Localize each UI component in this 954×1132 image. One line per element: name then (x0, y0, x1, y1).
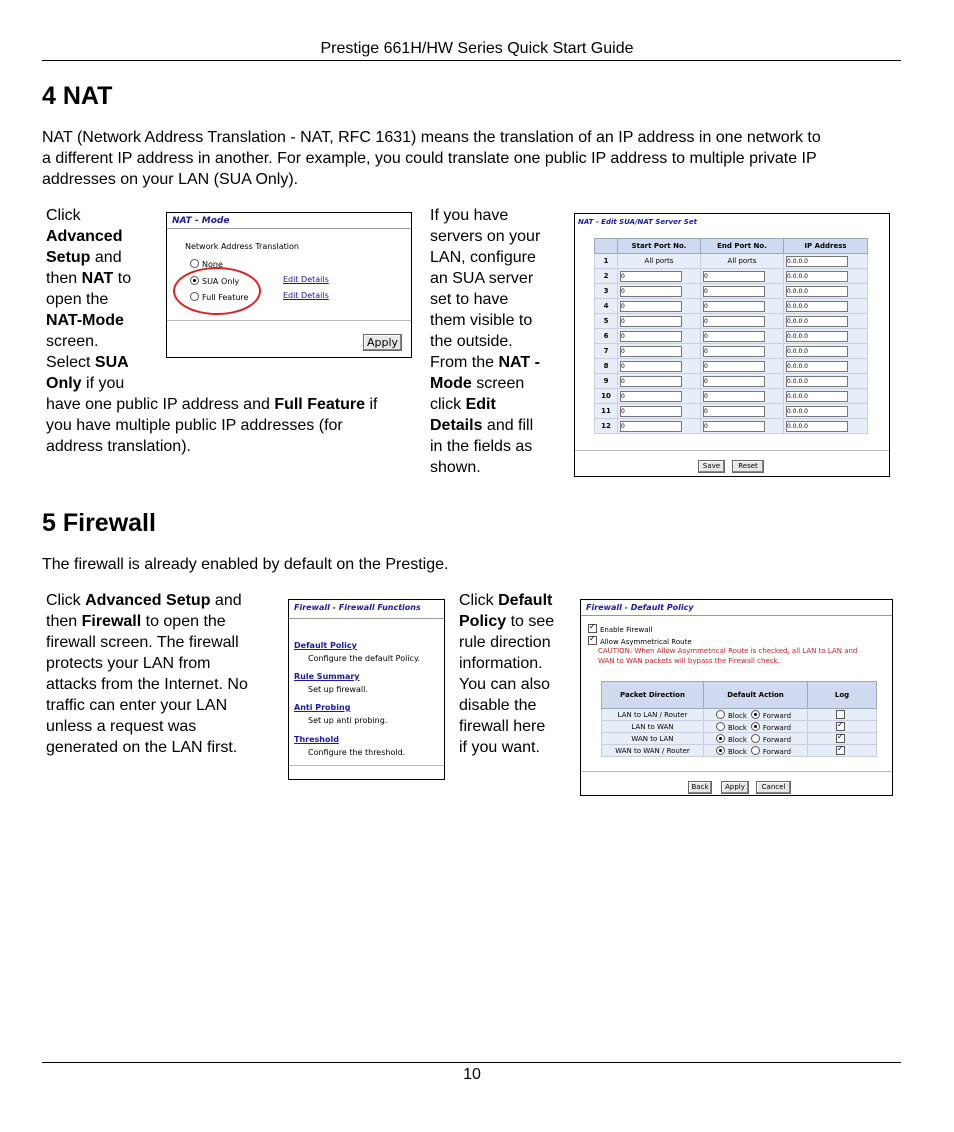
table-row (595, 359, 868, 374)
nat-mode-title: NAT - Mode (172, 216, 230, 226)
row-index: 1 (595, 254, 618, 269)
text-line: click Edit (430, 396, 496, 413)
apply-button[interactable]: Apply (721, 781, 749, 794)
start-port-input[interactable]: 0 (620, 286, 682, 297)
port-cell (701, 314, 784, 329)
functions-title: Firewall - Firewall Functions (294, 603, 421, 612)
text-line: disable the (459, 697, 537, 714)
log-checkbox-checked[interactable] (836, 722, 845, 731)
footer-rule (42, 1062, 901, 1063)
text-line: Setup and (46, 249, 122, 266)
end-port-input[interactable]: 0 (703, 286, 765, 297)
text-line: Only if you (46, 375, 125, 392)
ip-address-input[interactable]: 0.0.0.0 (786, 316, 848, 327)
edit-details-link-full[interactable]: Edit Details (283, 291, 329, 300)
ip-address-input[interactable]: 0.0.0.0 (786, 406, 848, 417)
port-cell (618, 389, 701, 404)
default-action (704, 709, 808, 721)
text-line: screen. (46, 333, 99, 350)
port-cell (618, 374, 701, 389)
packet-direction: LAN to LAN / Router (602, 709, 704, 721)
policy-table (601, 681, 877, 757)
running-header: Prestige 661H/HW Series Quick Start Guide (320, 40, 634, 57)
edit-details-link-sua[interactable]: Edit Details (283, 275, 329, 284)
text-line: then Firewall to open the (46, 613, 226, 630)
row-index: 6 (595, 329, 618, 344)
ip-cell (784, 314, 868, 329)
radio-block[interactable]: Block (716, 712, 747, 720)
table-row (595, 284, 868, 299)
default-policy-link[interactable]: Default Policy (294, 641, 357, 650)
ip-cell (784, 284, 868, 299)
text-line: in the fields as (430, 438, 533, 455)
text-line: firewall here (459, 718, 546, 735)
text-line: Mode screen (430, 375, 525, 392)
end-port-input[interactable]: 0 (703, 316, 765, 327)
text-line: LAN, configure (430, 249, 536, 266)
radio-forward[interactable]: Forward (751, 724, 791, 732)
log-checkbox-checked[interactable] (836, 734, 845, 743)
end-port-input[interactable]: 0 (703, 331, 765, 342)
radio-block[interactable]: Block (716, 724, 747, 732)
text-line: generated on the LAN first. (46, 739, 238, 756)
nat-mode-screenshot (166, 212, 412, 358)
nat-intro-line: NAT (Network Address Translation - NAT, RFC 1631) means the translation of an IP address in one network to (42, 129, 821, 146)
text-line: Details and fill (430, 417, 534, 434)
end-port-input[interactable]: 0 (703, 391, 765, 402)
row-index: 5 (595, 314, 618, 329)
checkbox-checked-icon (588, 636, 597, 645)
firewall-intro: The firewall is already enabled by default on the Prestige. (42, 556, 449, 573)
text-line: Advanced (46, 228, 123, 245)
start-port-input[interactable]: 0 (620, 271, 682, 282)
link-description: Set up anti probing. (308, 716, 388, 725)
nat-middle-text (430, 205, 570, 478)
ip-address-input[interactable]: 0.0.0.0 (786, 271, 848, 282)
table-row (595, 389, 868, 404)
table-row (602, 733, 877, 745)
firewall-middle-text (459, 590, 579, 758)
log-checkbox[interactable] (836, 710, 845, 719)
text-line: If you have (430, 207, 509, 224)
port-cell (701, 269, 784, 284)
text-line: if you want. (459, 739, 540, 756)
port-cell (701, 329, 784, 344)
row-index: 10 (595, 389, 618, 404)
radio-icon (716, 722, 725, 731)
enable-firewall-checkbox[interactable]: ✓Enable Firewall (588, 624, 652, 634)
ip-cell (784, 389, 868, 404)
ip-address-input[interactable]: 0.0.0.0 (786, 301, 848, 312)
col-header (595, 239, 618, 254)
radio-sua-only[interactable]: SUA Only (190, 276, 239, 286)
text-line: traffic can enter your LAN (46, 697, 228, 714)
page-number: 10 (463, 1066, 481, 1083)
row-index: 12 (595, 419, 618, 434)
text-line: them visible to (430, 312, 533, 329)
text-line: then NAT to (46, 270, 132, 287)
default-action (704, 745, 808, 757)
ip-address-input[interactable]: 0.0.0.0 (786, 361, 848, 372)
radio-selected-icon (751, 722, 760, 731)
radio-block[interactable]: Block (716, 748, 747, 756)
end-port-input[interactable]: 0 (703, 301, 765, 312)
table-row (595, 269, 868, 284)
link-description: Configure the default Policy. (308, 654, 421, 663)
link-description: Configure the threshold. (308, 748, 406, 757)
radio-icon (751, 746, 760, 755)
table-row (595, 314, 868, 329)
text-line: have one public IP address and Full Feature if (46, 396, 378, 413)
table-row (595, 419, 868, 434)
ip-cell (784, 269, 868, 284)
col-header: Packet Direction (602, 682, 704, 709)
port-cell: All ports (618, 254, 701, 269)
start-port-input[interactable]: 0 (620, 316, 682, 327)
end-port-input[interactable]: 0 (703, 346, 765, 357)
start-port-input[interactable]: 0 (620, 346, 682, 357)
text-line: open the (46, 291, 109, 308)
firewall-functions-screenshot (288, 599, 445, 780)
row-index: 8 (595, 359, 618, 374)
start-port-input[interactable]: 0 (620, 421, 682, 432)
port-cell: All ports (701, 254, 784, 269)
back-button[interactable]: Back (688, 781, 712, 794)
ip-cell (784, 254, 868, 269)
radio-full-feature[interactable]: Full Feature (190, 292, 248, 302)
row-index: 3 (595, 284, 618, 299)
row-index: 2 (595, 269, 618, 284)
anti-probing-link[interactable]: Anti Probing (294, 703, 351, 712)
caution-line: CAUTION: When Allow Asymmetrical Route is checked, all LAN to LAN and (598, 647, 858, 655)
ip-address-input[interactable]: 0.0.0.0 (786, 421, 848, 432)
col-header: End Port No. (701, 239, 784, 254)
radio-block[interactable]: Block (716, 736, 747, 744)
start-port-input[interactable]: 0 (620, 331, 682, 342)
log-cell (808, 745, 877, 757)
text-line: servers on your (430, 228, 541, 245)
sua-table (594, 238, 868, 434)
checkbox-checked-icon (588, 624, 597, 633)
port-cell (618, 344, 701, 359)
default-action (704, 733, 808, 745)
port-cell (701, 374, 784, 389)
sua-title: NAT - Edit SUA/NAT Server Set (578, 218, 697, 226)
packet-direction: WAN to WAN / Router (602, 745, 704, 757)
firewall-left-text (46, 590, 286, 758)
text-line: unless a request was (46, 718, 197, 735)
port-cell (701, 344, 784, 359)
nat-intro-line: a different IP address in another. For example, you could translate one public IP address to multiple private IP (42, 150, 817, 167)
start-port-input[interactable]: 0 (620, 301, 682, 312)
nat-group-label: Network Address Translation (185, 242, 299, 251)
text-line: Click Default (459, 592, 553, 609)
radio-forward[interactable]: Forward (751, 712, 791, 720)
sua-server-screenshot (574, 213, 890, 477)
radio-selected-icon (716, 734, 725, 743)
text-line: Policy to see (459, 613, 555, 630)
text-line: firewall screen. The firewall (46, 634, 239, 651)
ip-address-input[interactable]: 0.0.0.0 (786, 286, 848, 297)
ip-cell (784, 374, 868, 389)
packet-direction: LAN to WAN (602, 721, 704, 733)
port-cell (618, 359, 701, 374)
text-line: information. (459, 655, 543, 672)
port-cell (701, 284, 784, 299)
asymmetrical-route-checkbox[interactable]: ✓Allow Asymmetrical Route (588, 636, 692, 646)
port-cell (701, 404, 784, 419)
text-line: rule direction (459, 634, 551, 651)
radio-selected-icon (716, 746, 725, 755)
text-line: protects your LAN from (46, 655, 211, 672)
port-cell (618, 314, 701, 329)
text-line: the outside. (430, 333, 513, 350)
header-rule (42, 60, 901, 61)
radio-none[interactable]: None (190, 259, 223, 269)
table-row (602, 721, 877, 733)
port-cell (701, 359, 784, 374)
ip-cell (784, 344, 868, 359)
start-port-input[interactable]: 0 (620, 406, 682, 417)
rule-summary-link[interactable]: Rule Summary (294, 672, 360, 681)
table-row (595, 404, 868, 419)
end-port-input[interactable]: 0 (703, 421, 765, 432)
table-row (595, 299, 868, 314)
reset-button[interactable]: Reset (732, 460, 764, 473)
end-port-input[interactable]: 0 (703, 361, 765, 372)
start-port-input[interactable]: 0 (620, 391, 682, 402)
row-index: 4 (595, 299, 618, 314)
table-row (602, 745, 877, 757)
text-line: From the NAT - (430, 354, 540, 371)
ip-address-input[interactable]: 0.0.0.0 (786, 376, 848, 387)
text-line: Select SUA (46, 354, 129, 371)
caution-line: WAN to WAN packets will bypass the Firewall check. (598, 657, 780, 665)
nat-intro-line: addresses on your LAN (SUA Only). (42, 171, 299, 188)
cancel-button[interactable]: Cancel (756, 781, 791, 794)
radio-icon (190, 259, 199, 268)
ip-address-input[interactable]: 0.0.0.0 (786, 346, 848, 357)
default-action (704, 721, 808, 733)
ip-address-input[interactable]: 0.0.0.0 (786, 331, 848, 342)
port-cell (701, 299, 784, 314)
table-row (595, 329, 868, 344)
ip-cell (784, 404, 868, 419)
row-index: 11 (595, 404, 618, 419)
text-line: address translation). (46, 438, 191, 455)
threshold-link[interactable]: Threshold (294, 735, 339, 744)
port-cell (618, 299, 701, 314)
row-index: 9 (595, 374, 618, 389)
port-cell (618, 404, 701, 419)
col-header: IP Address (784, 239, 868, 254)
radio-forward[interactable]: Forward (751, 748, 791, 756)
ip-address-input[interactable]: 0.0.0.0 (786, 256, 848, 267)
col-header: Log (808, 682, 877, 709)
save-button[interactable]: Save (698, 460, 725, 473)
text-line: NAT-Mode (46, 312, 124, 329)
ip-cell (784, 329, 868, 344)
port-cell (618, 284, 701, 299)
radio-forward[interactable]: Forward (751, 736, 791, 744)
end-port-input[interactable]: 0 (703, 271, 765, 282)
radio-icon (716, 710, 725, 719)
start-port-input[interactable]: 0 (620, 376, 682, 387)
ip-cell (784, 359, 868, 374)
text-line: an SUA server (430, 270, 534, 287)
text-line: you have multiple public IP addresses (for (46, 417, 343, 434)
text-line: You can also (459, 676, 551, 693)
table-row (595, 254, 868, 269)
ip-address-input[interactable]: 0.0.0.0 (786, 391, 848, 402)
table-row (595, 374, 868, 389)
text-line: set to have (430, 291, 509, 308)
col-header: Start Port No. (618, 239, 701, 254)
start-port-input[interactable]: 0 (620, 361, 682, 372)
highlight-circle (173, 267, 261, 315)
text-line: shown. (430, 459, 481, 476)
ip-cell (784, 419, 868, 434)
port-cell (618, 269, 701, 284)
table-row (602, 709, 877, 721)
apply-button[interactable]: Apply (363, 334, 402, 351)
firewall-heading: 5 Firewall (42, 509, 156, 537)
port-cell (701, 419, 784, 434)
link-description: Set up firewall. (308, 685, 368, 694)
policy-title: Firewall - Default Policy (586, 603, 694, 612)
default-policy-screenshot (580, 599, 893, 796)
log-checkbox-checked[interactable] (836, 746, 845, 755)
row-index: 7 (595, 344, 618, 359)
radio-icon (751, 734, 760, 743)
ip-cell (784, 299, 868, 314)
table-row (595, 344, 868, 359)
radio-selected-icon (751, 710, 760, 719)
end-port-input[interactable]: 0 (703, 406, 765, 417)
nat-heading: 4 NAT (42, 82, 113, 110)
port-cell (618, 419, 701, 434)
nat-intro (42, 127, 821, 190)
packet-direction: WAN to LAN (602, 733, 704, 745)
port-cell (701, 389, 784, 404)
port-cell (618, 329, 701, 344)
end-port-input[interactable]: 0 (703, 376, 765, 387)
col-header: Default Action (704, 682, 808, 709)
text-line: Click Advanced Setup and (46, 592, 242, 609)
text-line: Click (46, 207, 81, 224)
text-line: attacks from the Internet. No (46, 676, 248, 693)
